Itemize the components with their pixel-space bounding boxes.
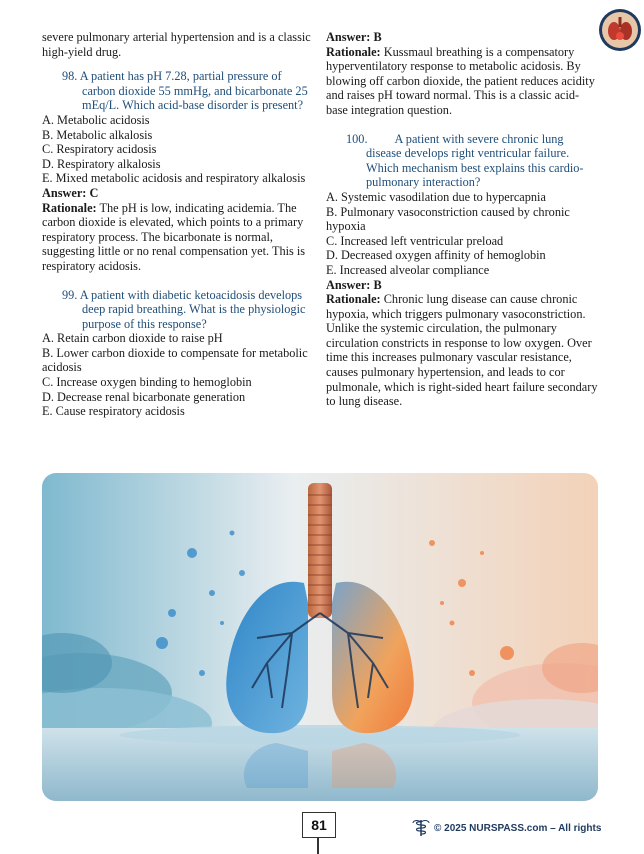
option: D. Decreased oxygen affinity of hemoglobin	[326, 248, 546, 263]
lungs-illustration	[42, 473, 598, 801]
copyright-text: © 2025 NURSPASS.com – All rights	[434, 822, 602, 834]
option: D. Decrease renal bicarbonate generation	[42, 389, 246, 404]
footer	[412, 818, 601, 838]
option: A. Systemic vasodilation due to hypercapnia	[326, 189, 546, 204]
option: C. Increased left ventricular preload	[326, 233, 504, 248]
option: D. Respiratory alkalosis	[42, 156, 161, 171]
option: B. Pulmonary vasoconstriction caused by chronic hypoxia	[326, 204, 570, 234]
answer: Answer: C	[42, 185, 99, 200]
rationale-label: Rationale:	[326, 44, 381, 59]
page-number: 81	[302, 812, 336, 838]
left-column	[42, 30, 314, 419]
question-text: A patient with severe chronic lung disease develops right ventricular failure. Which mechanism best explains this cardio-pulmonary interaction?	[366, 131, 584, 190]
intro-text: severe pulmonary arterial hypertension and is a classic high-yield drug.	[42, 30, 311, 59]
question-text: A patient has pH 7.28, partial pressure of carbon dioxide 55 mmHg, and bicarbonate 25 mEq/L. Which acid-base disorder is present?	[79, 69, 308, 113]
right-column	[326, 30, 600, 409]
question-100	[326, 132, 600, 190]
page-number-stem	[317, 838, 319, 854]
option: A. Metabolic acidosis	[42, 112, 150, 127]
option: B. Metabolic alkalosis	[42, 127, 153, 142]
rationale-text: The pH is low, indicating acidemia. The carbon dioxide is elevated, which points to a primary respiratory process. The bicarbonate is normal, suggesting little or no renal compensation yet. This is respiratory acidosis.	[42, 200, 306, 273]
rationale	[42, 201, 314, 274]
question-99	[42, 288, 314, 332]
option: E. Mixed metabolic acidosis and respiratory alkalosis	[42, 171, 306, 186]
question-number: 99.	[62, 287, 78, 302]
option: A. Retain carbon dioxide to raise pH	[42, 331, 223, 346]
option: E. Increased alveolar compliance	[326, 262, 490, 277]
option: B. Lower carbon dioxide to compensate for metabolic acidosis	[42, 345, 308, 375]
answer: Answer: B	[326, 30, 382, 44]
rationale-text: Kussmaul breathing is a compensatory hyperventilatory response to metabolic acidosis. By blowing off carbon dioxide, the patient reduces acidity and raises pH toward normal. This is a classic acid-base integration question.	[326, 44, 595, 117]
rationale	[326, 45, 600, 118]
question-number: 98.	[62, 69, 78, 84]
option: C. Respiratory acidosis	[42, 142, 157, 157]
answer: Answer: B	[326, 277, 382, 292]
anatomy-logo-icon	[598, 8, 642, 52]
question-number: 100.	[346, 131, 368, 146]
rationale-label: Rationale:	[326, 292, 381, 307]
rationale-text: Chronic lung disease can cause chronic hypoxia, which triggers pulmonary vasoconstriction. Unlike the systemic circulation, the pulmonary circulation constricts in response to low oxygen. Over time this increases pulmonary vascular resistance, causes pulmonary hypertension, and leads to cor pulmonale, which is right-sided heart failure secondary to lung disease.	[326, 292, 598, 409]
rationale	[326, 292, 600, 409]
option: C. Increase oxygen binding to hemoglobin	[42, 375, 252, 390]
rationale-label: Rationale:	[42, 200, 97, 215]
caduceus-icon	[412, 819, 430, 837]
question-text: A patient with diabetic ketoacidosis develops deep rapid breathing. What is the physiologic purpose of this response?	[79, 287, 306, 331]
option: E. Cause respiratory acidosis	[42, 404, 185, 419]
question-98	[42, 69, 314, 113]
